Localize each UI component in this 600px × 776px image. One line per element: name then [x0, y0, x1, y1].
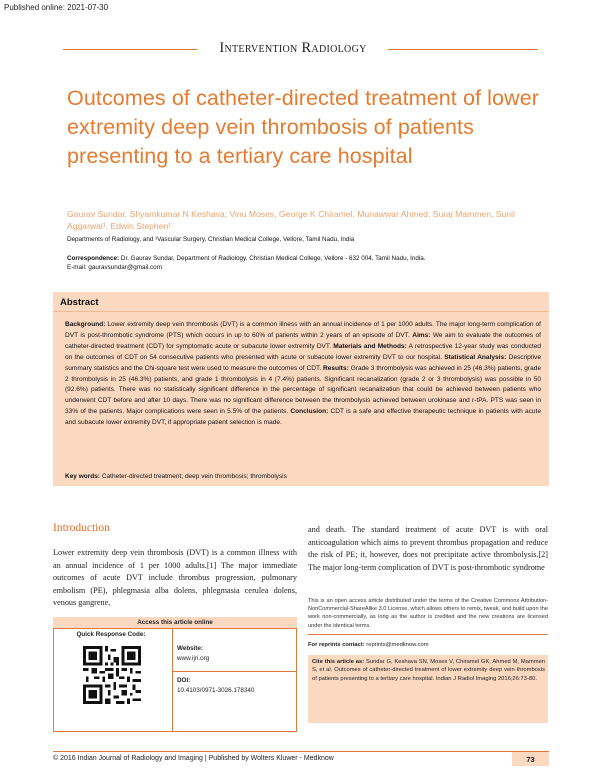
correspondence [67, 254, 537, 272]
background-label: Background: [65, 321, 106, 328]
background-text: Lower extremity deep vein thrombosis (DVT) is a common illness with an annual incidence of 1 per 1000 adults. The major long-term complication of DVT is post-thrombotic syndrome (PTS) which occurs in up to 60% of patients within 2 years of an episode of DVT. [65, 321, 541, 339]
access-row-divider [172, 671, 297, 672]
license-divider [308, 634, 548, 635]
doi-label: DOI: [177, 677, 191, 684]
methods-text: A retrospective 12-year study was conducted on the outcomes of CDT on 54 consecutive patients who presented with acute or subacute lower extremity DVT to our hospital. [65, 342, 541, 361]
conclusion-label: Conclusion: [290, 408, 329, 416]
correspondence-text: Dr. Gaurav Sundar, Department of Radiology, Christian Medical College, Vellore - 632 004, Tamil Nadu, India. [119, 255, 426, 262]
abstract-heading: Abstract [60, 297, 99, 308]
introduction-heading: Introduction [53, 522, 110, 534]
keywords-text: Catheter-directed treatment; deep vein thrombosis; thrombolysis [100, 473, 287, 480]
methods-label: Materials and Methods: [333, 342, 407, 350]
stats-label: Statistical Analysis: [444, 353, 507, 361]
page-number: 73 [526, 755, 535, 764]
doi-link[interactable]: 10.4103/0971-3026.178340 [177, 687, 255, 694]
aims-text: We aim to evaluate the outcomes of catheter-directed treatment (CDT) for symptomatic acute or subacute lower extremity DVT. [65, 331, 541, 350]
keywords-label: Key words: [65, 473, 101, 480]
results-text: Grade 3 thrombolysis was achieved in 25 (46.3%) patients, grade 2 thrombolysis in 25 (46.3%) patients, and grade 1 thrombolysis in 4 (7.4%) patients. Significant recanalization (grade 2 or 3 thrombolysis) was possible in 50 (92.6%) patients. There was no statistically significant difference in the percentage of significant recanalization that could be achieved between patients who underwent CDT before and after 10 days. There was no significant difference between the thrombolysis achieved between urokinase and r-tPA. PTS was seen in 33% of the patients. Major complications were seen in 5.5% of the patients. [65, 364, 541, 416]
results-label: Results: [322, 364, 349, 372]
footer-divider [53, 751, 549, 752]
abstract-divider [53, 311, 549, 312]
access-column-divider [172, 629, 173, 732]
website-label: Website: [177, 645, 204, 652]
introduction-right-column: and death. The standard treatment of acute DVT is with oral anticoagulation which aims to prevent thrombus propagation and reduce the risk of PE; it, however, does not precipitate active thrombolysis.[2] The major long-term complication of DVT is post-thrombotic syndrome [308, 525, 548, 572]
keywords [65, 473, 541, 480]
footer-copyright: © 2016 Indian Journal of Radiology and Imaging | Published by Wolters Kluwer - Medknow [53, 755, 334, 762]
aims-label: Aims: [412, 331, 431, 339]
citation-body: Sundar G, Keshava SN, Moses V, Chiramel GK, Ahmed M, Mammen S, et al. Outcomes of catheter-directed treatment of lower extremity deep vein thrombosis of patients presenting to a tertiary care hospital. Indian J Radiol Imaging 2016;26:73-80. [312, 659, 546, 682]
reprints-email[interactable]: reprints@medknow.com [364, 642, 429, 648]
reprints-contact [308, 642, 548, 648]
author-list: Gaurav Sundar, Shyamkumar N Keshava, Vinu Moses, George K Chiramel, Munawwar Ahmed, Suraj Mammen, Sunil Aggarwal¹, Edwin Stephen¹ [67, 209, 515, 231]
section-label: Intervention Radiology [219, 40, 367, 56]
section-rule-right [388, 49, 538, 50]
stats-text: Descriptive summary statistics and the Chi-square test were used to measure the outcomes of CDT. [65, 353, 541, 372]
qr-code-label: Quick Response Code: [76, 631, 146, 638]
introduction-left-column: Lower extremity deep vein thrombosis (DVT) is a common illness with an annual incidence of 1 per 1000 adults.[1] The major immediate outcomes of acute DVT include thrombus progression, pulmonary embolism (PE), phlegmasia alba dolens, phlegmasia cerulea dolens, venous gangrene, [53, 548, 297, 608]
license-notice: This is an open access article distributed under the terms of the Creative Commons Attribution-NonCommercial-ShareAlike 3.0 License, which allows others to remix, tweak, and build upon the work non-commercially, as long as the author is credited and the new creations are licensed under the identical terms. [308, 598, 548, 629]
correspondence-label: Correspondence: [67, 255, 120, 262]
reprints-label: For reprints contact: [308, 642, 365, 648]
correspondence-email[interactable]: E-mail: gauravsundar@gmail.com [67, 264, 162, 271]
access-heading: Access this article online [53, 617, 297, 629]
published-date: Published online: 2021-07-30 [4, 3, 109, 12]
qr-code-icon[interactable] [83, 646, 141, 704]
section-rule-left [63, 49, 197, 50]
article-title: Outcomes of catheter-directed treatment of lower extremity deep vein thrombosis of patients presenting to a tertiary care hospital [67, 86, 540, 168]
citation-label: Cite this article as: [312, 659, 365, 665]
website-link[interactable]: www.ijri.org [177, 655, 210, 662]
affiliation: Departments of Radiology, and ¹Vascular Surgery, Christian Medical College, Vellore, Tamil Nadu, India [67, 236, 355, 243]
abstract-body [65, 320, 541, 429]
citation-text [312, 658, 545, 683]
conclusion-text: CDT is a safe and effective therapeutic technique in patients with acute and subacute lower extremity DVT, if appropriate patient selection is made. [65, 408, 541, 427]
